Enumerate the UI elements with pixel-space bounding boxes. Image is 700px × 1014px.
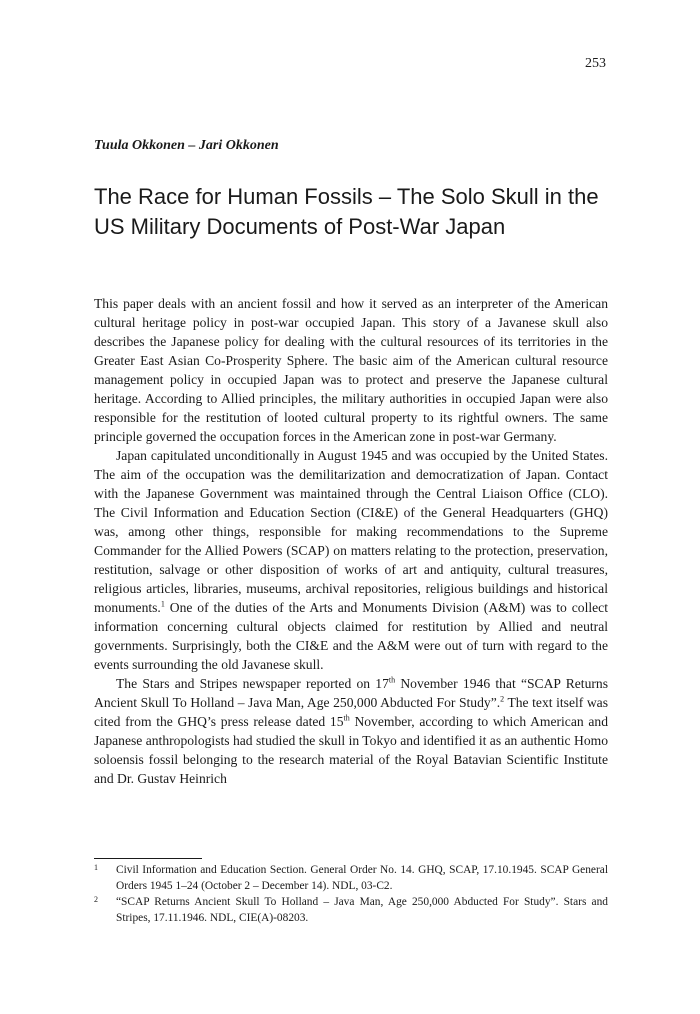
footnote-ref-2: 2 bbox=[500, 694, 505, 704]
footnote-text: “SCAP Returns Ancient Skull To Holland – Java Man, Age 250,000 Abducted For Study”. Stars and Stripes, 17.11.1946. NDL, CIE(A)-08203. bbox=[116, 896, 608, 924]
paragraph-3-text-a: The Stars and Stripes newspaper reported on 17 bbox=[116, 676, 389, 691]
footnote-number: 1 bbox=[94, 863, 98, 872]
article-title: The Race for Human Fossils – The Solo Skull in the US Military Documents of Post-War Japan bbox=[94, 184, 599, 239]
article-body bbox=[94, 294, 608, 788]
paragraph-2 bbox=[94, 446, 608, 674]
page-number: 253 bbox=[585, 56, 606, 71]
paragraph-2-text-a: Japan capitulated unconditionally in August 1945 and was occupied by the United States. The aim of the occupation was the demilitarization and democratization of Japan. Contact with the Japanese Government was maintained through the Central Liaison Office (CLO). The Civil Information and Education Section (CI&E) of the General Headquarters (GHQ) was, among other things, responsible for making recommendations to the Supreme Commander for the Allied Powers (SCAP) on matters relating to the protection, preservation, restitution, salvage or other disposition of works of art and antiquity, cultural treasures, religious articles, libraries, museums, archival repositories, religious buildings and historical monuments. bbox=[94, 448, 608, 615]
paragraph-1: This paper deals with an ancient fossil and how it served as an interpreter of the American cultural heritage policy in post-war occupied Japan. This story of a Javanese skull also describes the Japanese policy for dealing with the cultural resources of its territories in the Greater East Asian Co-Prosperity Sphere. The basic aim of the American cultural resource management policy in occupied Japan was to protect and preserve the Japanese cultural heritage. According to Allied principles, the military authorities in occupied Japan were also responsible for the restitution of looted cultural property to its rightful owners. The same principle governed the occupation forces in the American zone in post-war Germany. bbox=[94, 296, 608, 444]
footnotes bbox=[94, 862, 608, 926]
footnote-text: Civil Information and Education Section. General Order No. 14. GHQ, SCAP, 17.10.1945. SCAP General Orders 1945 1–24 (October 2 – December 14). NDL, 03-C2. bbox=[116, 864, 608, 892]
authors: Tuula Okkonen – Jari Okkonen bbox=[94, 138, 279, 153]
paragraph-3-text-c: The text itself was cited from the GHQ’s press release dated 15 bbox=[94, 695, 608, 729]
footnote-2 bbox=[94, 894, 608, 926]
paragraph-3-text-b: November 1946 that “SCAP Returns Ancient Skull To Holland – Java Man, Age 250,000 Abducted For Study”. bbox=[94, 676, 608, 710]
paragraph-2-text-b: One of the duties of the Arts and Monuments Division (A&M) was to collect information concerning cultural objects claimed for restitution by Allied and neutral governments. Surprisingly, both the CI&E and the A&M were out of turn with regard to the events surrounding the old Javanese skull. bbox=[94, 600, 608, 672]
footnote-number: 2 bbox=[94, 895, 98, 904]
footnote-ref-1: 1 bbox=[160, 599, 165, 609]
paragraph-3-text-d: November, according to which American and Japanese anthropologists had studied the skull in Tokyo and identified it as an authentic Homo soloensis fossil belonging to the research material of the Royal Batavian Scientific Institute and Dr. Gustav Heinrich bbox=[94, 714, 608, 786]
paragraph-3 bbox=[94, 674, 608, 788]
ordinal-suffix-1: th bbox=[388, 675, 396, 685]
footnote-divider bbox=[94, 858, 202, 859]
ordinal-suffix-2: th bbox=[343, 713, 350, 723]
footnote-1 bbox=[94, 862, 608, 894]
